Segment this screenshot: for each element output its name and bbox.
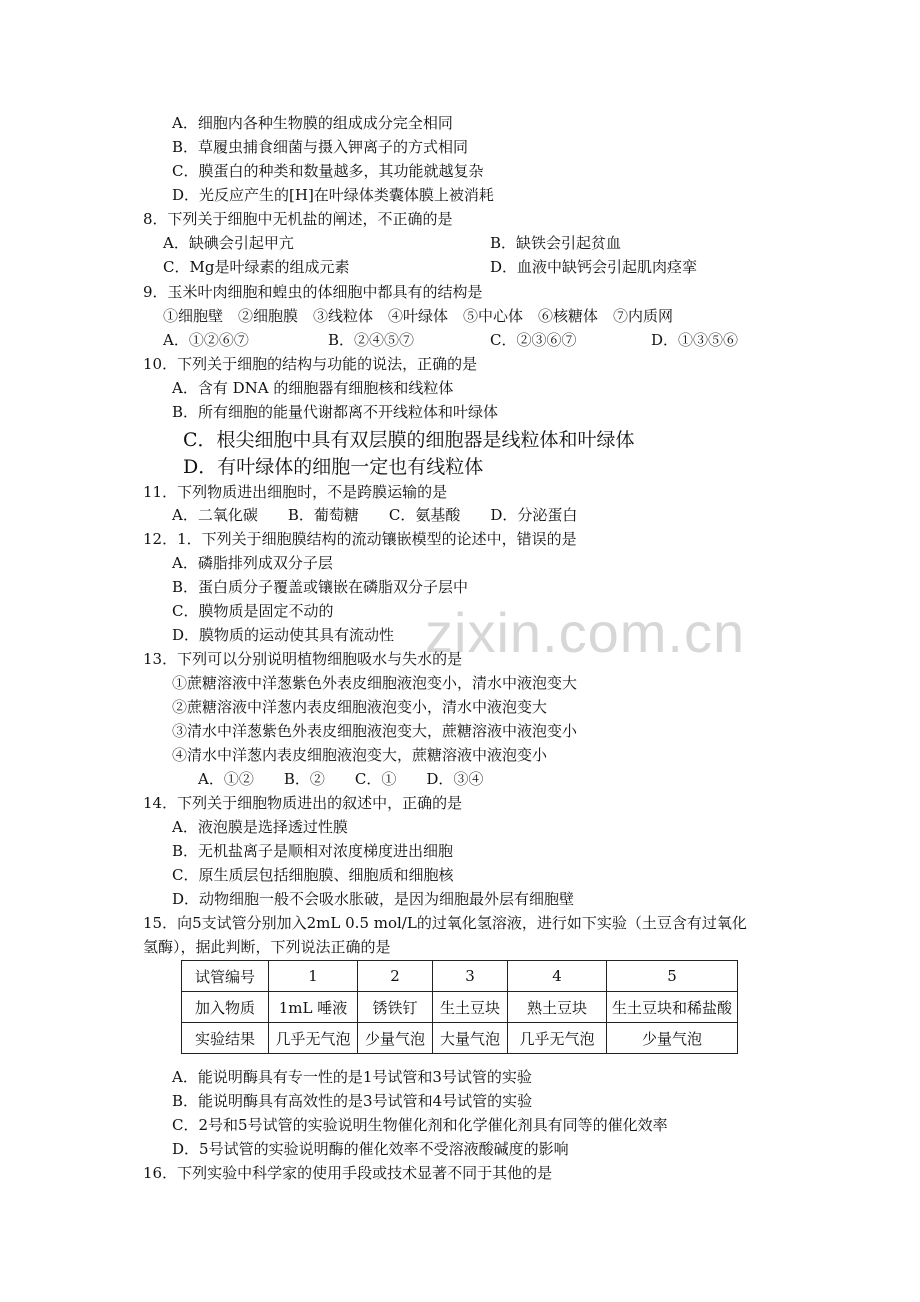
q15-stem-line-1: 15．向5支试管分别加入2mL 0.5 mol/L的过氧化氢溶液，进行如下实验（土豆含有过氧化 xyxy=(143,914,747,932)
q14-option-d: D．动物细胞一般不会吸水胀破，是因为细胞最外层有细胞壁 xyxy=(172,890,575,908)
q13-statement-3: ③清水中洋葱紫色外表皮细胞液泡变大，蔗糖溶液中液泡变小 xyxy=(172,722,578,740)
table-cell: 少量气泡 xyxy=(607,1023,738,1054)
q16-stem: 16．下列实验中科学家的使用手段或技术显著不同于其他的是 xyxy=(143,1164,553,1182)
q11-stem: 11．下列物质进出细胞时，不是跨膜运输的是 xyxy=(143,483,448,501)
q14-option-c: C．原生质层包括细胞膜、细胞质和细胞核 xyxy=(172,866,454,884)
table-row xyxy=(182,961,738,992)
q13-stem: 13．下列可以分别说明植物细胞吸水与失水的是 xyxy=(143,650,463,668)
q12-option-b: B．蛋白质分子覆盖或镶嵌在磷脂双分子层中 xyxy=(172,578,469,596)
q12-option-d: D．膜物质的运动使其具有流动性 xyxy=(172,626,395,644)
table-cell: 5 xyxy=(607,961,738,992)
table-cell: 生土豆块和稀盐酸 xyxy=(607,992,738,1023)
q15-option-b: B．能说明酶具有高效性的是3号试管和4号试管的实验 xyxy=(172,1092,533,1110)
q10-option-a: A．含有 DNA 的细胞器有细胞核和线粒体 xyxy=(172,379,454,397)
q12-stem: 12．1．下列关于细胞膜结构的流动镶嵌模型的论述中，错误的是 xyxy=(143,530,577,548)
table-cell: 3 xyxy=(433,961,508,992)
q14-stem: 14．下列关于细胞物质进出的叙述中，正确的是 xyxy=(143,794,463,812)
experiment-table xyxy=(181,960,738,1054)
q8-option-d: D．血液中缺钙会引起肌肉痉挛 xyxy=(490,258,698,276)
q14-option-a: A．液泡膜是选择透过性膜 xyxy=(172,818,348,836)
table-cell: 1 xyxy=(269,961,358,992)
q9-option-b: B．②④⑤⑦ xyxy=(328,331,415,349)
row-label-tube-number: 试管编号 xyxy=(182,961,269,992)
table-cell: 4 xyxy=(508,961,607,992)
q9-option-d: D．①③⑤⑥ xyxy=(651,331,739,349)
q8-option-b: B．缺铁会引起贫血 xyxy=(490,234,622,252)
q10-stem: 10．下列关于细胞的结构与功能的说法，正确的是 xyxy=(143,355,478,373)
q8-option-a: A．缺碘会引起甲亢 xyxy=(163,234,294,252)
q15-option-d: D．5号试管的实验说明酶的催化效率不受溶液酸碱度的影响 xyxy=(172,1140,569,1158)
table-cell: 1mL 唾液 xyxy=(269,992,358,1023)
q12-option-c: C．膜物质是固定不动的 xyxy=(172,602,334,620)
q11-options: A．二氧化碳 B．葡萄糖 C．氨基酸 D．分泌蛋白 xyxy=(172,506,578,524)
q13-statement-1: ①蔗糖溶液中洋葱紫色外表皮细胞液泡变小，清水中液泡变大 xyxy=(172,674,578,692)
q10-option-c: C．根尖细胞中具有双层膜的细胞器是线粒体和叶绿体 xyxy=(183,429,635,451)
table-cell: 熟土豆块 xyxy=(508,992,607,1023)
q14-option-b: B．无机盐离子是顺相对浓度梯度进出细胞 xyxy=(172,842,454,860)
q9-option-c: C．②③⑥⑦ xyxy=(490,331,577,349)
table-cell: 大量气泡 xyxy=(433,1023,508,1054)
q10-option-d: D．有叶绿体的细胞一定也有线粒体 xyxy=(183,456,484,478)
table-cell: 2 xyxy=(358,961,433,992)
q13-statement-2: ②蔗糖溶液中洋葱内表皮细胞液泡变小，清水中液泡变大 xyxy=(172,698,548,716)
q7-option-d: D．光反应产生的[H]在叶绿体类囊体膜上被消耗 xyxy=(172,186,494,204)
row-label-result: 实验结果 xyxy=(182,1023,269,1054)
q7-option-a: A．细胞内各种生物膜的组成成分完全相同 xyxy=(172,114,453,132)
table-cell: 少量气泡 xyxy=(358,1023,433,1054)
table-cell: 几乎无气泡 xyxy=(508,1023,607,1054)
table-cell: 几乎无气泡 xyxy=(269,1023,358,1054)
q7-option-b: B．草履虫捕食细菌与摄入钾离子的方式相同 xyxy=(172,138,469,156)
watermark: zixin.com.cn xyxy=(425,601,746,664)
q13-statement-4: ④清水中洋葱内表皮细胞液泡变大，蔗糖溶液中液泡变小 xyxy=(172,746,548,764)
table-row xyxy=(182,1023,738,1054)
table-row xyxy=(182,992,738,1023)
q9-option-a: A．①②⑥⑦ xyxy=(163,331,249,349)
q7-option-c: C．膜蛋白的种类和数量越多，其功能就越复杂 xyxy=(172,162,484,180)
q10-option-b: B．所有细胞的能量代谢都离不开线粒体和叶绿体 xyxy=(172,403,499,421)
q9-items: ①细胞壁 ②细胞膜 ③线粒体 ④叶绿体 ⑤中心体 ⑥核糖体 ⑦内质网 xyxy=(163,307,674,325)
q15-option-c: C．2号和5号试管的实验说明生物催化剂和化学催化剂具有同等的催化效率 xyxy=(172,1116,668,1134)
q15-option-a: A．能说明酶具有专一性的是1号试管和3号试管的实验 xyxy=(172,1068,532,1086)
row-label-substance: 加入物质 xyxy=(182,992,269,1023)
q8-option-c: C．Mg是叶绿素的组成元素 xyxy=(163,258,350,276)
q13-options: A．①② B．② C．① D．③④ xyxy=(198,770,484,788)
q8-stem: 8．下列关于细胞中无机盐的阐述，不正确的是 xyxy=(143,210,453,228)
q12-option-a: A．磷脂排列成双分子层 xyxy=(172,554,333,572)
q15-stem-line-2: 氢酶），据此判断，下列说法正确的是 xyxy=(143,938,391,956)
table-cell: 生土豆块 xyxy=(433,992,508,1023)
table-cell: 锈铁钉 xyxy=(358,992,433,1023)
q9-stem: 9．玉米叶肉细胞和蝗虫的体细胞中都具有的结构是 xyxy=(143,283,483,301)
